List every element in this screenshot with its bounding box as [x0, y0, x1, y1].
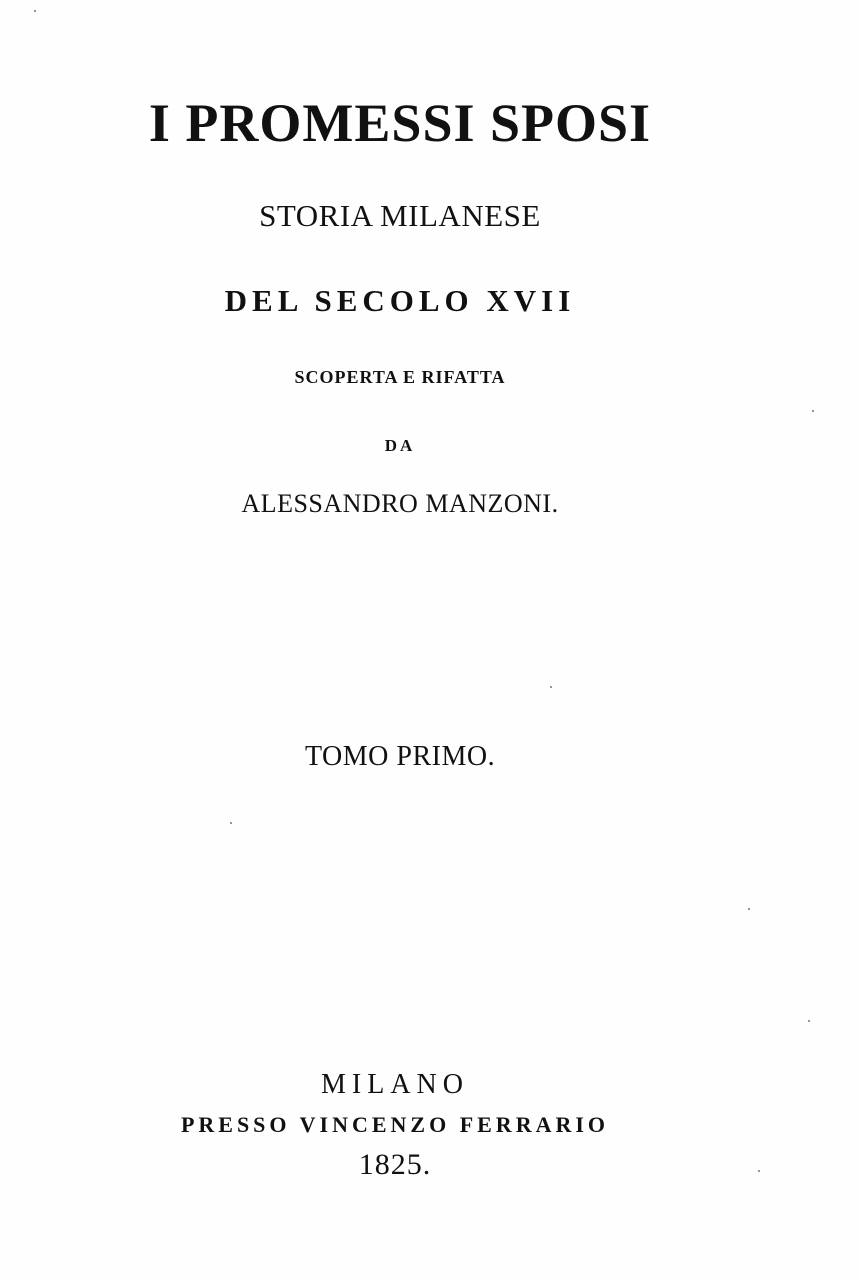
paper-speck — [748, 908, 750, 910]
by-line: DA — [384, 436, 416, 455]
book-subtitle: STORIA MILANESE — [259, 198, 541, 233]
book-title: I PROMESSI SPOSI — [148, 93, 652, 153]
volume-label: TOMO PRIMO. — [304, 741, 496, 772]
paper-speck — [812, 410, 814, 412]
paper-speck — [550, 686, 552, 688]
paper-speck — [230, 822, 232, 824]
imprint-publisher: PRESSO VINCENZO FERRARIO — [180, 1112, 610, 1137]
paper-speck — [808, 1020, 810, 1022]
discovered-line: SCOPERTA E RIFATTA — [294, 367, 506, 387]
century-line: DEL SECOLO XVII — [224, 283, 576, 318]
paper-speck — [34, 10, 36, 12]
imprint-year: 1825. — [358, 1148, 432, 1181]
imprint-city: MILANO — [321, 1069, 469, 1100]
author-name: ALESSANDRO MANZONI. — [241, 489, 559, 518]
paper-speck — [758, 1170, 760, 1172]
